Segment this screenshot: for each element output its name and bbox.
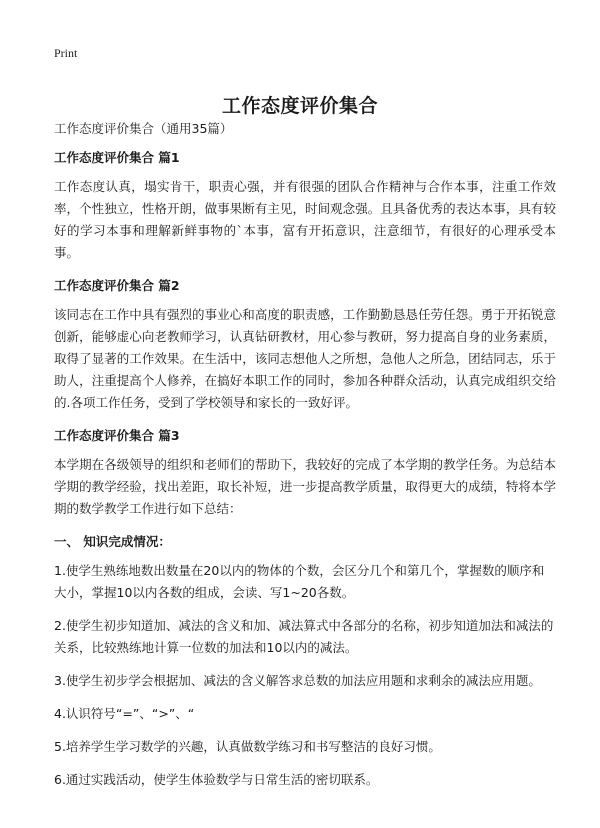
list-item: 6.通过实践活动，使学生体验数学与日常生活的密切联系。 (54, 772, 379, 787)
print-link[interactable]: Print (54, 46, 78, 60)
section-paragraph: 本学期在各级领导的组织和老师们的帮助下，我较好的完成了本学期的教学任务。为总结本学期的教学经验，找出差距，取长补短，进一步提高教学质量，取得更大的成绩，特将本学期的数学教学工作进行如下总结： (54, 457, 556, 516)
list-item: 4.认识符号“=”、“>”、“ (54, 706, 195, 721)
section-2 (54, 277, 556, 414)
section-3 (54, 427, 556, 791)
section-heading: 工作态度评价集合 篇2 (54, 278, 180, 293)
section-subheading: 一、 知识完成情况： (54, 534, 171, 549)
list-item: 5.培养学生学习数学的兴趣，认真做数学练习和书写整洁的良好习惯。 (54, 739, 441, 754)
page-title: 工作态度评价集合 (221, 94, 378, 117)
section-1 (54, 149, 556, 264)
list-item: 1.使学生熟练地数出数量在20以内的物体的个数，会区分几个和第几个，掌握数的顺序和大小，掌握10以内各数的组成，会读、写1~20各数。 (54, 563, 545, 600)
section-heading: 工作态度评价集合 篇3 (54, 428, 180, 443)
document-body (54, 120, 556, 802)
section-heading: 工作态度评价集合 篇1 (54, 150, 180, 165)
section-paragraph: 该同志在工作中具有强烈的事业心和高度的职责感，工作勤勤恳恳任劳任怨。勇于开拓锐意创新，能够虚心向老教师学习，认真钻研教材，用心参与教研，努力提高自身的业务素质，取得了显著的工作效果。在生活中，该同志想他人之所想，急他人之所急，团结同志，乐于助人，注重提高个人修养，在搞好本职工作的同时，参加各种群众活动，认真完成组织交给的.各项工作任务，受到了学校领导和家长的一致好评。 (54, 307, 556, 410)
section-paragraph: 工作态度认真，塌实肯干，职责心强，并有很强的团队合作精神与合作本事，注重工作效率，个性独立，性格开朗，做事果断有主见，时间观念强。且具备优秀的表达本事，具有较好的学习本事和理解新鲜事物的`本事，富有开拓意识，注意细节，有很好的心理承受本事。 (54, 179, 556, 260)
list-item: 3.使学生初步学会根据加、减法的含义解答求总数的加法应用题和求剩余的减法应用题。 (54, 673, 541, 688)
list-item: 2.使学生初步知道加、减法的含义和加、减法算式中各部分的名称，初步知道加法和减法的关系，比较熟练地计算一位数的加法和10以内的减法。 (54, 618, 554, 655)
document-subtitle: 工作态度评价集合（通用35篇） (54, 121, 233, 136)
